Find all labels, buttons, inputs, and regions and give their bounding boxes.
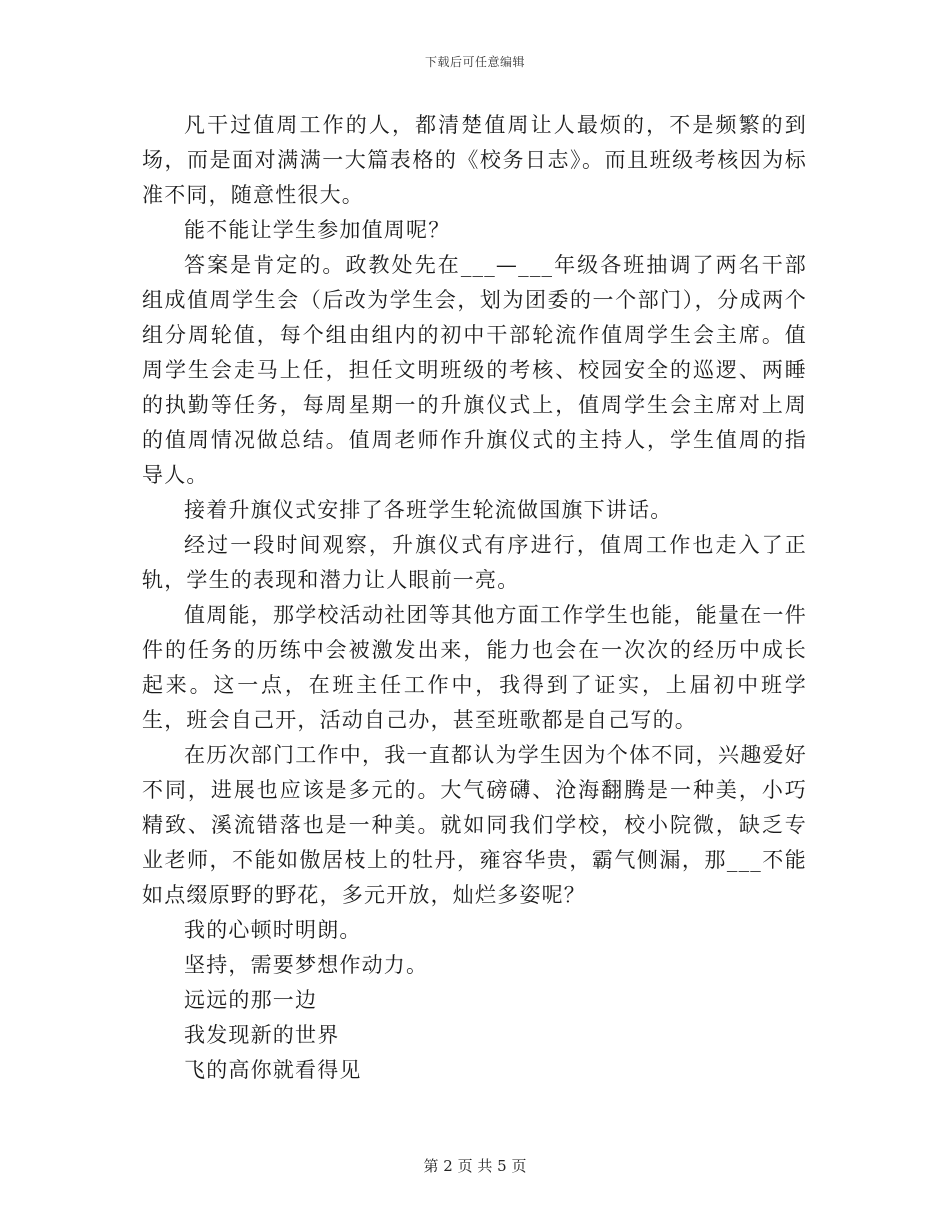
paragraph: 坚持，需要梦想作动力。 (184, 953, 429, 977)
paragraph: 我的心顿时明朗。 (184, 918, 362, 942)
document-body (142, 108, 807, 1088)
poem-line: 飞的高你就看得见 (184, 1058, 362, 1082)
poem-line: 远远的那一边 (184, 988, 318, 1012)
paragraph: 凡干过值周工作的人，都清楚值周让人最烦的，不是频繁的到场，而是面对满满一大篇表格的《校务日志》。而且班级考核因为标准不同，随意性很大。 (142, 113, 807, 207)
paragraph: 答案是肯定的。政教处先在___—___年级各班抽调了两名干部组成值周学生会（后改为学生会，划为团委的一个部门），分成两个组分周轮值，每个组由组内的初中干部轮流作值周学生会主席。值周学生会走马上任，担任文明班级的考核、校园安全的巡逻、两睡的执勤等任务，每周星期一的升旗仪式上，值周学生会主席对上周的值周情况做总结。值周老师作升旗仪式的主持人，学生值周的指导人。 (142, 253, 807, 487)
paragraph: 经过一段时间观察，升旗仪式有序进行，值周工作也走入了正轨，学生的表现和潜力让人眼前一亮。 (142, 533, 807, 592)
page-number: 第 2 页 共 5 页 (423, 1157, 527, 1175)
paragraph: 接着升旗仪式安排了各班学生轮流做国旗下讲话。 (184, 498, 673, 522)
page-header: 下载后可任意编辑 (424, 55, 525, 69)
paragraph: 值周能，那学校活动社团等其他方面工作学生也能，能量在一件件的任务的历练中会被激发出来，能力也会在一次次的经历中成长起来。这一点，在班主任工作中，我得到了证实，上届初中班学生，班会自己开，活动自己办，甚至班歌都是自己写的。 (142, 603, 807, 732)
poem-line: 我发现新的世界 (184, 1023, 340, 1047)
paragraph: 能不能让学生参加值周呢？ (184, 218, 451, 242)
paragraph: 在历次部门工作中，我一直都认为学生因为个体不同，兴趣爱好不同，进展也应该是多元的。大气磅礴、沧海翻腾是一种美，小巧精致、溪流错落也是一种美。就如同我们学校，校小院微，缺乏专业老师，不能如傲居枝上的牡丹，雍容华贵，霸气侧漏，那___不能如点缀原野的野花，多元开放，灿烂多姿呢？ (142, 743, 807, 907)
